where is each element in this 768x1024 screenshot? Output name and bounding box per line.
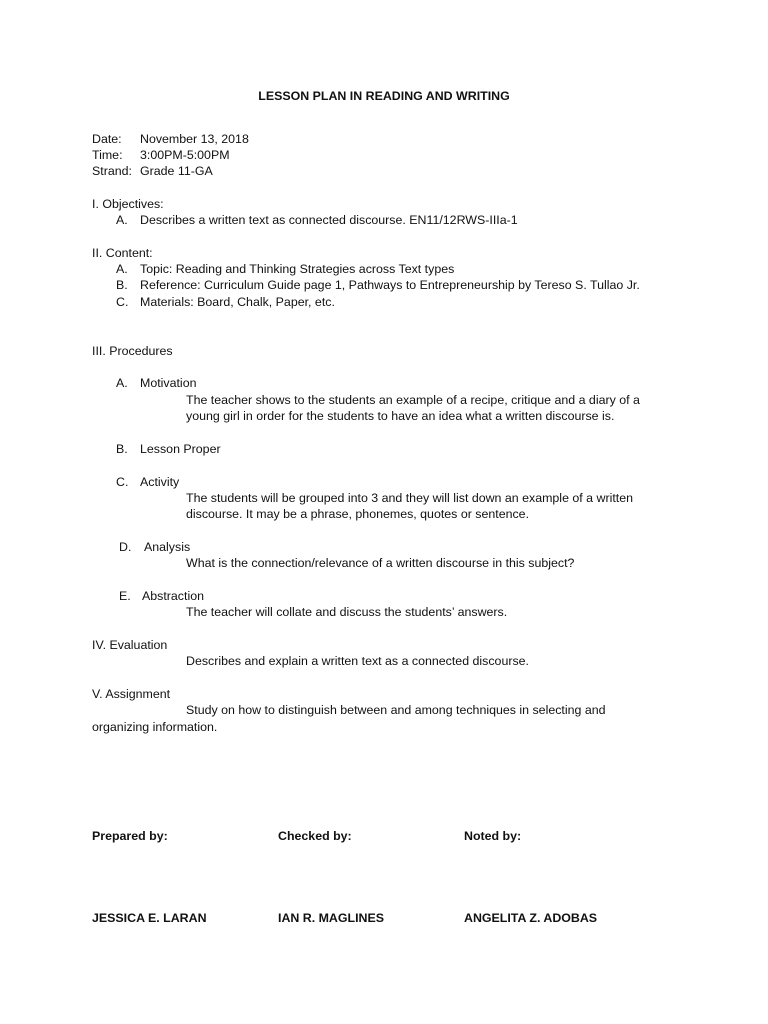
abstraction-text-line: The teacher will collate and discuss the students’ answers.	[186, 605, 508, 619]
document-title: LESSON PLAN IN READING AND WRITING	[258, 89, 510, 103]
content-item-materials: Materials: Board, Chalk, Paper, etc.	[140, 295, 335, 309]
objectives-heading: I. Objectives:	[92, 197, 164, 211]
abstraction-letter: E.	[119, 589, 131, 603]
assignment-text-line: organizing information.	[92, 720, 218, 734]
content-heading: II. Content:	[92, 246, 153, 260]
activity-label: Activity	[140, 475, 180, 489]
strand-value: Grade 11-GA	[140, 164, 213, 178]
objective-a-text: Describes a written text as connected discourse. EN11/12RWS-IIIa-1	[140, 213, 518, 227]
objective-a-letter: A.	[116, 213, 128, 227]
lesson-proper-letter: B.	[116, 442, 128, 456]
analysis-letter: D.	[119, 540, 132, 554]
content-item-letter: B.	[116, 278, 128, 292]
content-item-letter: C.	[116, 295, 129, 309]
motivation-text-line: The teacher shows to the students an example of a recipe, critique and a diary of a	[186, 393, 640, 407]
noted-by-label: Noted by:	[464, 829, 522, 843]
noted-by-name: ANGELITA Z. ADOBAS	[464, 911, 598, 925]
prepared-by-name: JESSICA E. LARAN	[92, 911, 207, 925]
content-item-letter: A.	[116, 262, 128, 276]
strand-label: Strand:	[92, 164, 132, 178]
date-label: Date:	[92, 132, 122, 146]
abstraction-label: Abstraction	[142, 589, 204, 603]
date-value: November 13, 2018	[140, 132, 249, 146]
content-item-topic: Topic: Reading and Thinking Strategies across Text types	[140, 262, 455, 276]
time-value: 3:00PM-5:00PM	[140, 148, 230, 162]
analysis-label: Analysis	[144, 540, 191, 554]
lesson-proper-label: Lesson Proper	[140, 442, 221, 456]
content-item-reference: Reference: Curriculum Guide page 1, Pathways to Entrepreneurship by Tereso S. Tullao Jr.	[140, 278, 640, 292]
procedures-heading: III. Procedures	[92, 344, 173, 358]
evaluation-text: Describes and explain a written text as a connected discourse.	[186, 654, 529, 668]
motivation-text-line: young girl in order for the students to have an idea what a written discourse is.	[186, 409, 615, 423]
prepared-by-label: Prepared by:	[92, 829, 168, 843]
checked-by-name: IAN R. MAGLINES	[278, 911, 385, 925]
analysis-text-line: What is the connection/relevance of a written discourse in this subject?	[186, 556, 575, 570]
evaluation-heading: IV. Evaluation	[92, 638, 168, 652]
motivation-letter: A.	[116, 376, 128, 390]
activity-text-line: The students will be grouped into 3 and they will list down an example of a written	[186, 491, 634, 505]
activity-letter: C.	[116, 475, 129, 489]
time-label: Time:	[92, 148, 123, 162]
motivation-label: Motivation	[140, 376, 197, 390]
assignment-text-line: Study on how to distinguish between and among techniques in selecting and	[186, 703, 606, 717]
checked-by-label: Checked by:	[278, 829, 352, 843]
assignment-heading: V. Assignment	[92, 687, 171, 701]
activity-text-line: discourse. It may be a phrase, phonemes, quotes or sentence.	[186, 507, 530, 521]
